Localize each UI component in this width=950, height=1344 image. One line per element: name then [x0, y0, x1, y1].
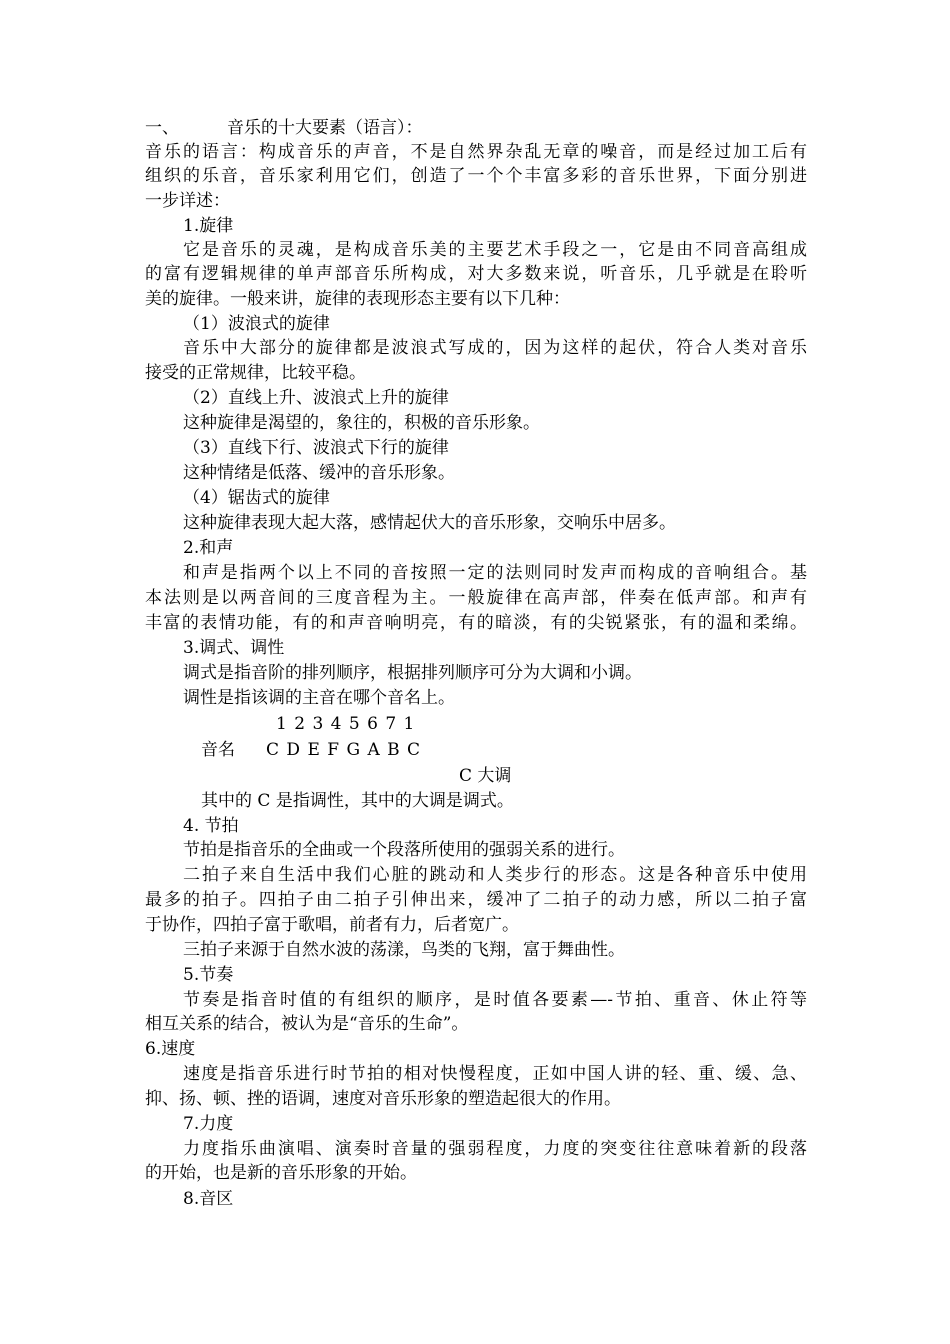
meter-heading: 4. 节拍	[183, 816, 239, 836]
rhythm-line-1: 节奏是指音时值的有组织的顺序，是时值各要素—-节拍、重音、休止符等	[183, 990, 807, 1010]
harmony-line-1: 和声是指两个以上不同的音按照一定的法则同时发声而构成的音响组合。基	[183, 563, 807, 583]
section-number: 一、	[145, 118, 179, 138]
melody-type-2-line-1: 这种旋律是渴望的，象往的，积极的音乐形象。	[183, 413, 540, 433]
meter-line-4: 于协作，四拍子富于歌唱，前者有力，后者宽广。	[145, 915, 519, 935]
dynamics-heading: 7.力度	[183, 1114, 234, 1134]
rhythm-line-2: 相互关系的结合，被认为是“音乐的生命”。	[145, 1014, 469, 1034]
melody-type-3-line-1: 这种情绪是低落、缓冲的音乐形象。	[183, 463, 455, 483]
tempo-heading: 6.速度	[145, 1039, 196, 1059]
meter-line-1: 节拍是指音乐的全曲或一个段落所使用的强弱关系的进行。	[183, 840, 625, 860]
intro-line-3: 一步详述：	[145, 191, 230, 211]
melody-type-3-title: （3）直线下行、波浪式下行的旋律	[183, 438, 449, 458]
melody-type-1-title: （1）波浪式的旋律	[183, 314, 330, 334]
mode-heading: 3.调式、调性	[183, 638, 285, 658]
mode-line-2: 调性是指该调的主音在哪个音名上。	[183, 688, 455, 708]
note-names-row: C D E F G A B C	[266, 740, 421, 760]
harmony-heading: 2.和声	[183, 538, 234, 558]
intro-line-1: 音乐的语言：构成音乐的声音，不是自然界杂乱无章的噪音，而是经过加工后有	[145, 142, 807, 162]
melody-heading: 1.旋律	[183, 216, 234, 236]
meter-line-3: 最多的拍子。四拍子由二拍子引伸出来，缓冲了二拍子的动力感，所以二拍子富	[145, 890, 807, 910]
harmony-line-3: 丰富的表情功能，有的和声音响明亮，有的暗淡，有的尖锐紧张，有的温和柔绵。	[145, 613, 807, 633]
dynamics-line-2: 的开始，也是新的音乐形象的开始。	[145, 1163, 417, 1183]
melody-type-1-line-2: 接受的正常规律，比较平稳。	[145, 363, 366, 383]
melody-line-2: 的富有逻辑规律的单声部音乐所构成，对大多数来说，听音乐，几乎就是在聆听	[145, 264, 807, 284]
mode-line-1: 调式是指音阶的排列顺序，根据排列顺序可分为大调和小调。	[183, 663, 642, 683]
intro-line-2: 组织的乐音，音乐家利用它们，创造了一个个丰富多彩的音乐世界，下面分别进	[145, 166, 807, 186]
melody-type-2-title: （2）直线上升、波浪式上升的旋律	[183, 388, 449, 408]
mode-explanation: 其中的 C 是指调性，其中的大调是调式。	[201, 791, 514, 811]
meter-line-2: 二拍子来自生活中我们心脏的跳动和人类步行的形态。这是各种音乐中使用	[183, 865, 807, 885]
section-heading	[145, 116, 423, 140]
note-name-label: 音名	[201, 740, 235, 760]
section-title: 音乐的十大要素（语言）：	[227, 118, 423, 138]
key-label: C 大调	[459, 766, 512, 786]
dynamics-line-1: 力度指乐曲演唱、演奏时音量的强弱程度，力度的突变往往意味着新的段落	[183, 1139, 807, 1159]
meter-line-5: 三拍子来源于自然水波的荡漾，鸟类的飞翔，富于舞曲性。	[183, 940, 625, 960]
melody-type-4-line-1: 这种旋律表现大起大落，感情起伏大的音乐形象，交响乐中居多。	[183, 513, 676, 533]
melody-type-4-title: （4）锯齿式的旋律	[183, 488, 330, 508]
melody-line-1: 它是音乐的灵魂，是构成音乐美的主要艺术手段之一，它是由不同音高组成	[183, 240, 807, 260]
rhythm-heading: 5.节奏	[183, 965, 234, 985]
tempo-line-2: 抑、扬、顿、挫的语调，速度对音乐形象的塑造起很大的作用。	[145, 1089, 621, 1109]
scale-numbers-row: 1 2 3 4 5 6 7 1	[276, 714, 415, 734]
register-heading: 8.音区	[183, 1189, 234, 1209]
harmony-line-2: 本法则是以两音间的三度音程为主。一般旋律在高声部，伴奏在低声部。和声有	[145, 588, 807, 608]
melody-line-3: 美的旋律。一般来讲，旋律的表现形态主要有以下几种：	[145, 289, 570, 309]
tempo-line-1: 速度是指音乐进行时节拍的相对快慢程度，正如中国人讲的轻、重、缓、急、	[183, 1064, 807, 1084]
melody-type-1-line-1: 音乐中大部分的旋律都是波浪式写成的，因为这样的起伏，符合人类对音乐	[183, 338, 807, 358]
